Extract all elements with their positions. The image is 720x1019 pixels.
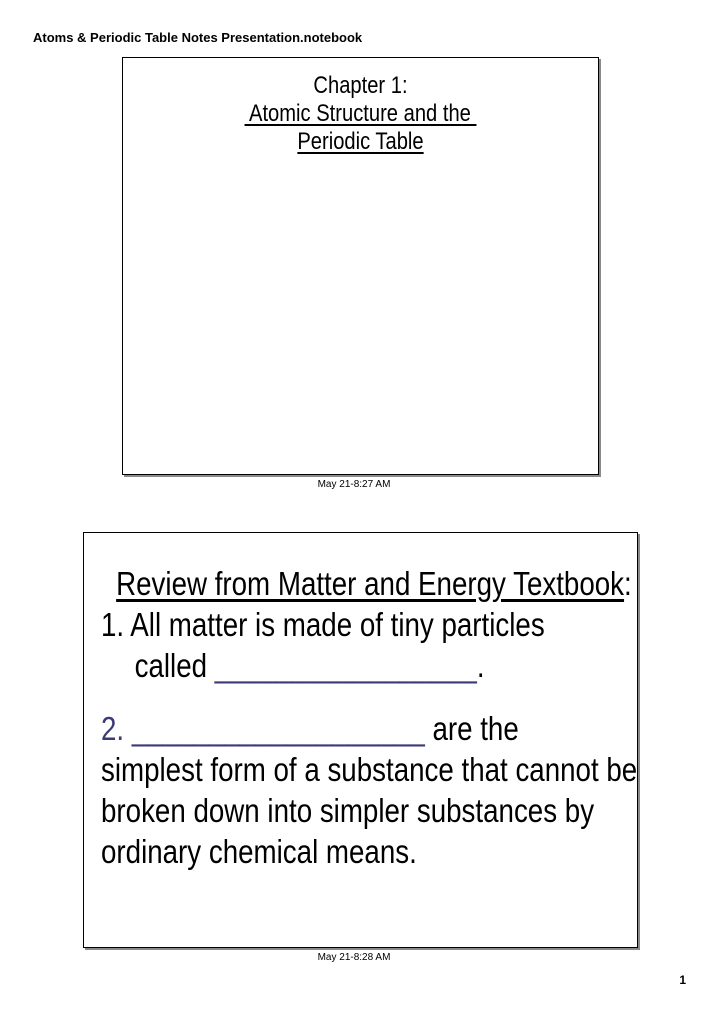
item-2-line-4: ordinary chemical means. bbox=[101, 833, 417, 870]
item-1-period: . bbox=[476, 647, 485, 684]
title-line-2: Atomic Structure and the bbox=[244, 100, 477, 127]
item-2-line-2: simplest form of a substance that cannot be bbox=[101, 751, 638, 788]
title-line-3: Periodic Table bbox=[297, 128, 424, 155]
item-1-blank: _________________ bbox=[214, 647, 477, 684]
document-header: Atoms & Periodic Table Notes Presentation.notebook bbox=[33, 30, 363, 45]
slide-1-title bbox=[161, 72, 560, 156]
slide-2-body bbox=[101, 563, 638, 872]
review-heading: Review from Matter and Energy Textbook bbox=[116, 565, 625, 602]
item-2-number: 2. bbox=[101, 710, 132, 747]
title-line-1: Chapter 1: bbox=[313, 72, 408, 99]
item-1-line-1: 1. All matter is made of tiny particles bbox=[101, 606, 545, 643]
item-2-are-the: are the bbox=[424, 710, 519, 747]
item-1-called: called bbox=[134, 647, 215, 684]
item-2-blank: ___________________ bbox=[131, 710, 425, 747]
slide-2 bbox=[83, 532, 638, 948]
item-2-line-3: broken down into simpler substances by bbox=[101, 792, 595, 829]
page-number: 1 bbox=[679, 973, 686, 987]
review-heading-colon: : bbox=[624, 565, 632, 602]
slide-2-timestamp: May 21-8:28 AM bbox=[317, 952, 391, 963]
slide-1 bbox=[122, 57, 599, 475]
slide-1-timestamp: May 21-8:27 AM bbox=[317, 479, 391, 490]
